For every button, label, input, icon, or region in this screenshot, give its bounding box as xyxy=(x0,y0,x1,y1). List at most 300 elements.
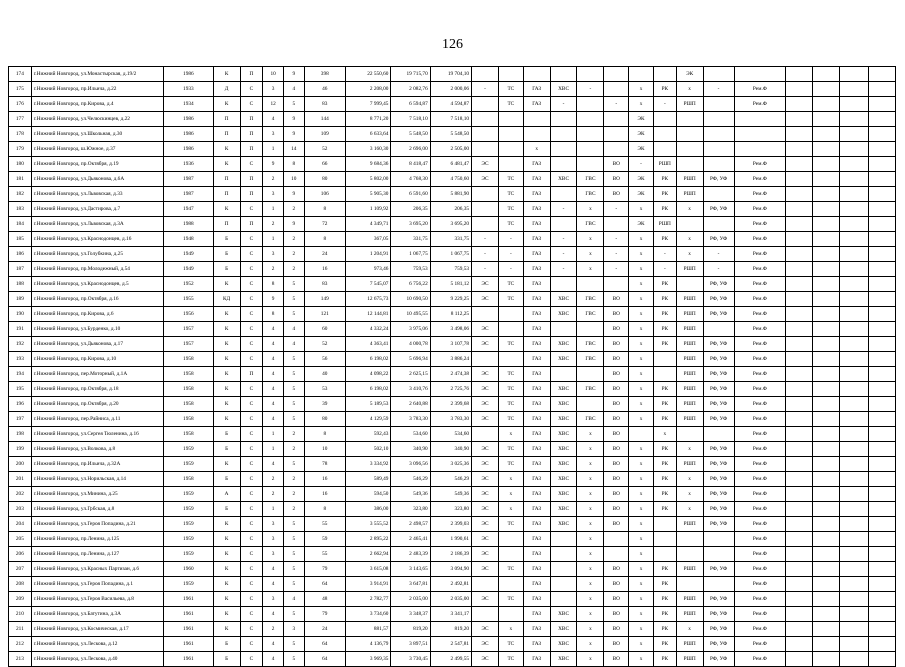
utility-cell: х xyxy=(629,82,654,97)
utility-cell: ГАЗ xyxy=(523,442,550,457)
utility-cell xyxy=(577,367,604,382)
area-cell: 5 548,50 xyxy=(430,127,471,142)
year-cell: 1987 xyxy=(164,187,214,202)
utility-cell: ЭС xyxy=(472,652,499,667)
utility-cell: ВО xyxy=(604,562,629,577)
building-param-cell: Б xyxy=(213,232,240,247)
utility-cell: - xyxy=(550,262,577,277)
utility-cell xyxy=(813,352,840,367)
utility-cell: РК xyxy=(653,232,676,247)
building-param-cell: 2 xyxy=(283,232,304,247)
utility-cell: ТС xyxy=(498,187,523,202)
table-row xyxy=(9,307,896,322)
utility-cell xyxy=(653,547,676,562)
area-cell: 10 495,55 xyxy=(391,307,430,322)
utility-cell: ВО xyxy=(604,652,629,667)
row-number-cell: 198 xyxy=(9,427,32,442)
utility-cell xyxy=(813,532,840,547)
utility-cell: ВО xyxy=(604,337,629,352)
building-param-cell: С xyxy=(240,262,263,277)
utility-cell xyxy=(868,97,895,112)
utility-cell xyxy=(653,142,676,157)
utility-cell: ЭС xyxy=(472,532,499,547)
utility-cell xyxy=(786,82,813,97)
utility-cell xyxy=(550,367,577,382)
utility-cell: - xyxy=(703,262,734,277)
utility-cell: - xyxy=(577,82,604,97)
row-number-cell: 210 xyxy=(9,607,32,622)
utility-cell: х xyxy=(629,352,654,367)
utility-cell xyxy=(868,217,895,232)
utility-cell: РФ, УФ xyxy=(703,277,734,292)
utility-cell: Рем.Ф xyxy=(734,442,786,457)
building-param-cell: 24 xyxy=(304,622,345,637)
utility-cell: ГВС xyxy=(577,292,604,307)
utility-cell: РШП xyxy=(676,412,703,427)
utility-cell xyxy=(703,67,734,82)
utility-cell xyxy=(868,382,895,397)
utility-cell: х xyxy=(498,502,523,517)
utility-cell xyxy=(498,532,523,547)
utility-cell: ВО xyxy=(604,397,629,412)
area-cell: 340,90 xyxy=(391,442,430,457)
table-row xyxy=(9,607,896,622)
building-param-cell: 4 xyxy=(263,562,284,577)
building-param-cell: К xyxy=(213,412,240,427)
building-param-cell: 5 xyxy=(283,367,304,382)
utility-cell: ВО xyxy=(604,382,629,397)
utility-cell: - xyxy=(498,262,523,277)
area-cell: 3 341,17 xyxy=(430,607,471,622)
utility-cell: РК xyxy=(653,412,676,427)
utility-cell: - xyxy=(604,202,629,217)
building-param-cell: 56 xyxy=(304,352,345,367)
utility-cell: - xyxy=(703,82,734,97)
utility-cell: - xyxy=(604,232,629,247)
utility-cell: ЭС xyxy=(472,502,499,517)
utility-cell xyxy=(840,487,869,502)
utility-cell: ХВС xyxy=(550,637,577,652)
building-param-cell: 5 xyxy=(283,607,304,622)
utility-cell xyxy=(840,202,869,217)
utility-cell: х xyxy=(676,487,703,502)
utility-cell xyxy=(868,187,895,202)
utility-cell xyxy=(813,82,840,97)
building-param-cell: П xyxy=(240,67,263,82)
table-row xyxy=(9,577,896,592)
row-number-cell: 183 xyxy=(9,202,32,217)
utility-cell: х xyxy=(629,397,654,412)
utility-cell xyxy=(813,442,840,457)
area-cell: 4 750,60 xyxy=(430,172,471,187)
area-cell: 973,46 xyxy=(345,262,390,277)
utility-cell: ГАЗ xyxy=(523,277,550,292)
area-cell: 4 136,79 xyxy=(345,637,390,652)
building-param-cell: 4 xyxy=(263,337,284,352)
row-number-cell: 207 xyxy=(9,562,32,577)
building-param-cell: Б xyxy=(213,502,240,517)
utility-cell: РК xyxy=(653,277,676,292)
utility-cell: - xyxy=(653,247,676,262)
utility-cell: х xyxy=(577,592,604,607)
utility-cell: РК xyxy=(653,472,676,487)
utility-cell xyxy=(813,562,840,577)
building-param-cell: 5 xyxy=(283,562,304,577)
building-param-cell: 48 xyxy=(304,592,345,607)
utility-cell: Рем.Ф xyxy=(734,97,786,112)
utility-cell: ЭС xyxy=(472,157,499,172)
year-cell: 1934 xyxy=(164,97,214,112)
utility-cell: ТС xyxy=(498,82,523,97)
building-param-cell: 55 xyxy=(304,547,345,562)
area-cell: 2 035,00 xyxy=(391,592,430,607)
area-cell: 1 067,75 xyxy=(391,247,430,262)
utility-cell xyxy=(868,277,895,292)
utility-cell xyxy=(840,652,869,667)
utility-cell xyxy=(868,322,895,337)
utility-cell xyxy=(840,127,869,142)
utility-cell: ХВС xyxy=(550,427,577,442)
area-cell: 534,60 xyxy=(430,427,471,442)
address-cell: г.Нижний Новгород, ул.Дастирова, д.7 xyxy=(31,202,163,217)
utility-cell: ВО xyxy=(604,412,629,427)
utility-cell: х xyxy=(629,622,654,637)
building-param-cell: С xyxy=(240,97,263,112)
area-cell: 331,75 xyxy=(391,232,430,247)
area-cell: 2 483,39 xyxy=(391,547,430,562)
table-row xyxy=(9,352,896,367)
utility-cell: х xyxy=(629,382,654,397)
utility-cell: ВО xyxy=(604,457,629,472)
utility-cell xyxy=(868,652,895,667)
building-param-cell: К xyxy=(213,532,240,547)
utility-cell xyxy=(813,337,840,352)
building-param-cell: 121 xyxy=(304,307,345,322)
utility-cell: ТС xyxy=(498,382,523,397)
building-param-cell: К xyxy=(213,547,240,562)
area-cell: 2 547,81 xyxy=(430,637,471,652)
area-cell: 3 096,56 xyxy=(391,457,430,472)
utility-cell: х xyxy=(577,202,604,217)
utility-cell xyxy=(550,577,577,592)
utility-cell xyxy=(840,517,869,532)
utility-cell: ЭС xyxy=(472,622,499,637)
area-cell: 2 474,38 xyxy=(430,367,471,382)
year-cell: 1957 xyxy=(164,337,214,352)
building-param-cell: 52 xyxy=(304,337,345,352)
year-cell: 1986 xyxy=(164,127,214,142)
area-cell: 502,10 xyxy=(345,442,390,457)
utility-cell: РШП xyxy=(676,637,703,652)
address-cell: г.Нижний Новгород, ул.Краснодонцев, д.5 xyxy=(31,277,163,292)
utility-cell: ЭС xyxy=(472,382,499,397)
area-cell: 3 647,81 xyxy=(391,577,430,592)
building-param-cell: 106 xyxy=(304,187,345,202)
utility-cell: ЭК xyxy=(629,187,654,202)
utility-cell: ЭС xyxy=(472,412,499,427)
building-param-cell: 8 xyxy=(263,277,284,292)
building-param-cell: 8 xyxy=(304,202,345,217)
utility-cell: ТС xyxy=(498,562,523,577)
utility-cell xyxy=(734,112,786,127)
table-row xyxy=(9,382,896,397)
utility-cell: РШП xyxy=(676,262,703,277)
building-param-cell: Б xyxy=(213,472,240,487)
utility-cell: х xyxy=(629,517,654,532)
year-cell: 1957 xyxy=(164,322,214,337)
utility-cell xyxy=(786,562,813,577)
row-number-cell: 213 xyxy=(9,652,32,667)
year-cell: 1958 xyxy=(164,367,214,382)
year-cell: 1952 xyxy=(164,277,214,292)
building-param-cell: К xyxy=(213,367,240,382)
utility-cell: ХВС xyxy=(550,457,577,472)
utility-cell xyxy=(498,322,523,337)
utility-cell: ХВС xyxy=(550,607,577,622)
utility-cell: ВО xyxy=(604,592,629,607)
utility-cell: ВО xyxy=(604,427,629,442)
utility-cell xyxy=(868,517,895,532)
building-param-cell: 2 xyxy=(263,622,284,637)
building-param-cell: 5 xyxy=(283,457,304,472)
row-number-cell: 192 xyxy=(9,337,32,352)
utility-cell xyxy=(786,292,813,307)
utility-cell xyxy=(676,427,703,442)
utility-cell xyxy=(868,67,895,82)
utility-cell: ХВС xyxy=(550,472,577,487)
utility-cell: ХВС xyxy=(550,622,577,637)
building-param-cell: 4 xyxy=(263,322,284,337)
building-param-cell: К xyxy=(213,592,240,607)
utility-cell: х xyxy=(653,427,676,442)
utility-cell: РФ, УФ xyxy=(703,487,734,502)
utility-cell xyxy=(840,187,869,202)
utility-cell: х xyxy=(577,637,604,652)
building-param-cell: К xyxy=(213,67,240,82)
utility-cell xyxy=(703,577,734,592)
utility-cell xyxy=(786,517,813,532)
utility-cell: ТС xyxy=(498,457,523,472)
utility-cell: РФ, УФ xyxy=(703,502,734,517)
address-cell: г.Нижний Новгород, пер.Моторный, д.1А xyxy=(31,367,163,382)
area-cell: 3 615,08 xyxy=(345,562,390,577)
utility-cell xyxy=(868,352,895,367)
utility-cell: ВО xyxy=(604,172,629,187)
utility-cell xyxy=(813,262,840,277)
year-cell: 1958 xyxy=(164,382,214,397)
building-param-cell: К xyxy=(213,157,240,172)
row-number-cell: 179 xyxy=(9,142,32,157)
utility-cell: - xyxy=(472,247,499,262)
utility-cell xyxy=(813,472,840,487)
building-param-cell: 12 xyxy=(263,97,284,112)
utility-cell xyxy=(604,112,629,127)
table-row xyxy=(9,472,896,487)
table-row xyxy=(9,397,896,412)
address-cell: г.Нижний Новгород, пер.Райниса, д.11 xyxy=(31,412,163,427)
utility-cell xyxy=(840,472,869,487)
utility-cell xyxy=(577,277,604,292)
utility-cell xyxy=(676,142,703,157)
building-param-cell: 8 xyxy=(304,232,345,247)
utility-cell: х xyxy=(577,517,604,532)
address-cell: г.Нижний Новгород, ул.Минина, д.25 xyxy=(31,487,163,502)
area-cell: 3 094,90 xyxy=(430,562,471,577)
building-param-cell: 2 xyxy=(283,202,304,217)
utility-cell: ГАЗ xyxy=(523,322,550,337)
utility-cell xyxy=(868,577,895,592)
utility-cell xyxy=(786,622,813,637)
utility-cell: РК xyxy=(653,622,676,637)
address-cell: г.Нижний Новгород, ш.Южное, д.37 xyxy=(31,142,163,157)
table-row xyxy=(9,442,896,457)
building-param-cell: 8 xyxy=(283,157,304,172)
building-param-cell: С xyxy=(240,502,263,517)
utility-cell: ТС xyxy=(498,652,523,667)
year-cell: 1958 xyxy=(164,352,214,367)
building-param-cell: 149 xyxy=(304,292,345,307)
utility-cell xyxy=(868,397,895,412)
utility-cell xyxy=(840,457,869,472)
area-cell: 881,57 xyxy=(345,622,390,637)
utility-cell xyxy=(840,307,869,322)
area-cell: 7 518,10 xyxy=(391,112,430,127)
utility-cell: РК xyxy=(653,382,676,397)
year-cell: 1959 xyxy=(164,502,214,517)
year-cell: 1959 xyxy=(164,442,214,457)
building-param-cell: А xyxy=(213,487,240,502)
area-cell: 759,53 xyxy=(391,262,430,277)
building-param-cell: 64 xyxy=(304,637,345,652)
utility-cell: х xyxy=(577,607,604,622)
utility-cell: ЭС xyxy=(472,637,499,652)
row-number-cell: 212 xyxy=(9,637,32,652)
row-number-cell: 195 xyxy=(9,382,32,397)
utility-cell: РК xyxy=(653,292,676,307)
building-param-cell: 9 xyxy=(283,127,304,142)
year-cell: 1961 xyxy=(164,607,214,622)
utility-cell: х xyxy=(629,262,654,277)
building-param-cell: 10 xyxy=(263,67,284,82)
building-param-cell: 4 xyxy=(263,367,284,382)
utility-cell xyxy=(786,97,813,112)
table-row xyxy=(9,457,896,472)
utility-cell: х xyxy=(629,247,654,262)
utility-cell: х xyxy=(676,502,703,517)
utility-cell: Рем.Ф xyxy=(734,547,786,562)
utility-cell: РК xyxy=(653,337,676,352)
utility-cell xyxy=(868,142,895,157)
utility-cell: ВО xyxy=(604,637,629,652)
utility-cell: РШП xyxy=(676,292,703,307)
building-param-cell: С xyxy=(240,232,263,247)
utility-cell: Рем.Ф xyxy=(734,277,786,292)
address-cell: г.Нижний Новгород, пр.Кирова, д.4 xyxy=(31,97,163,112)
building-param-cell: 9 xyxy=(283,67,304,82)
utility-cell xyxy=(604,127,629,142)
utility-cell xyxy=(653,67,676,82)
utility-cell xyxy=(786,232,813,247)
area-cell: 6 198,02 xyxy=(345,382,390,397)
row-number-cell: 200 xyxy=(9,457,32,472)
utility-cell xyxy=(577,142,604,157)
utility-cell xyxy=(813,232,840,247)
utility-cell: РШП xyxy=(676,517,703,532)
address-cell: г.Нижний Новгород, ул.Дьяконова, д.17 xyxy=(31,337,163,352)
utility-cell xyxy=(498,547,523,562)
utility-cell: РК xyxy=(653,487,676,502)
building-param-cell: С xyxy=(240,487,263,502)
building-param-cell: 8 xyxy=(304,502,345,517)
row-number-cell: 182 xyxy=(9,187,32,202)
utility-cell: Рем.Ф xyxy=(734,367,786,382)
building-param-cell: 5 xyxy=(283,517,304,532)
utility-cell xyxy=(813,502,840,517)
utility-cell: х xyxy=(629,442,654,457)
utility-cell xyxy=(868,427,895,442)
building-param-cell: 1 xyxy=(263,442,284,457)
utility-cell xyxy=(868,202,895,217)
utility-cell xyxy=(734,127,786,142)
utility-cell xyxy=(676,547,703,562)
area-cell: 3 410,76 xyxy=(391,382,430,397)
utility-cell: ГВС xyxy=(577,217,604,232)
utility-cell xyxy=(813,217,840,232)
utility-cell: ГАЗ xyxy=(523,367,550,382)
utility-cell: РК xyxy=(653,322,676,337)
building-param-cell: 83 xyxy=(304,97,345,112)
utility-cell: РК xyxy=(653,562,676,577)
table-row xyxy=(9,427,896,442)
utility-cell xyxy=(676,217,703,232)
utility-cell: РФ, УФ xyxy=(703,382,734,397)
area-cell: 4 000,78 xyxy=(391,337,430,352)
utility-cell xyxy=(604,67,629,82)
utility-cell xyxy=(786,592,813,607)
area-cell: 2 625,15 xyxy=(391,367,430,382)
building-param-cell: П xyxy=(213,217,240,232)
utility-cell xyxy=(840,367,869,382)
utility-cell xyxy=(523,127,550,142)
utility-cell: ГАЗ xyxy=(523,262,550,277)
building-param-cell: 5 xyxy=(283,277,304,292)
utility-cell: ХВС xyxy=(550,352,577,367)
utility-cell xyxy=(498,307,523,322)
row-number-cell: 181 xyxy=(9,172,32,187)
utility-cell: ВО xyxy=(604,622,629,637)
utility-cell xyxy=(577,157,604,172)
year-cell: 1961 xyxy=(164,637,214,652)
table-row xyxy=(9,622,896,637)
address-cell: г.Нижний Новгород, ул.Голубкина, д.25 xyxy=(31,247,163,262)
utility-cell xyxy=(813,412,840,427)
year-cell: 1960 xyxy=(164,562,214,577)
area-cell: 3 730,45 xyxy=(391,652,430,667)
area-cell: 3 897,51 xyxy=(391,637,430,652)
utility-cell: х xyxy=(676,202,703,217)
building-param-cell: 52 xyxy=(304,142,345,157)
utility-cell: ТС xyxy=(498,637,523,652)
area-cell: 5 181,12 xyxy=(430,277,471,292)
utility-cell: Рем.Ф xyxy=(734,322,786,337)
utility-cell xyxy=(786,652,813,667)
utility-cell xyxy=(604,142,629,157)
area-cell: 3 734,60 xyxy=(345,607,390,622)
utility-cell: х xyxy=(629,292,654,307)
area-cell: 9 684,36 xyxy=(345,157,390,172)
building-param-cell: 4 xyxy=(263,637,284,652)
utility-cell: РШП xyxy=(676,457,703,472)
